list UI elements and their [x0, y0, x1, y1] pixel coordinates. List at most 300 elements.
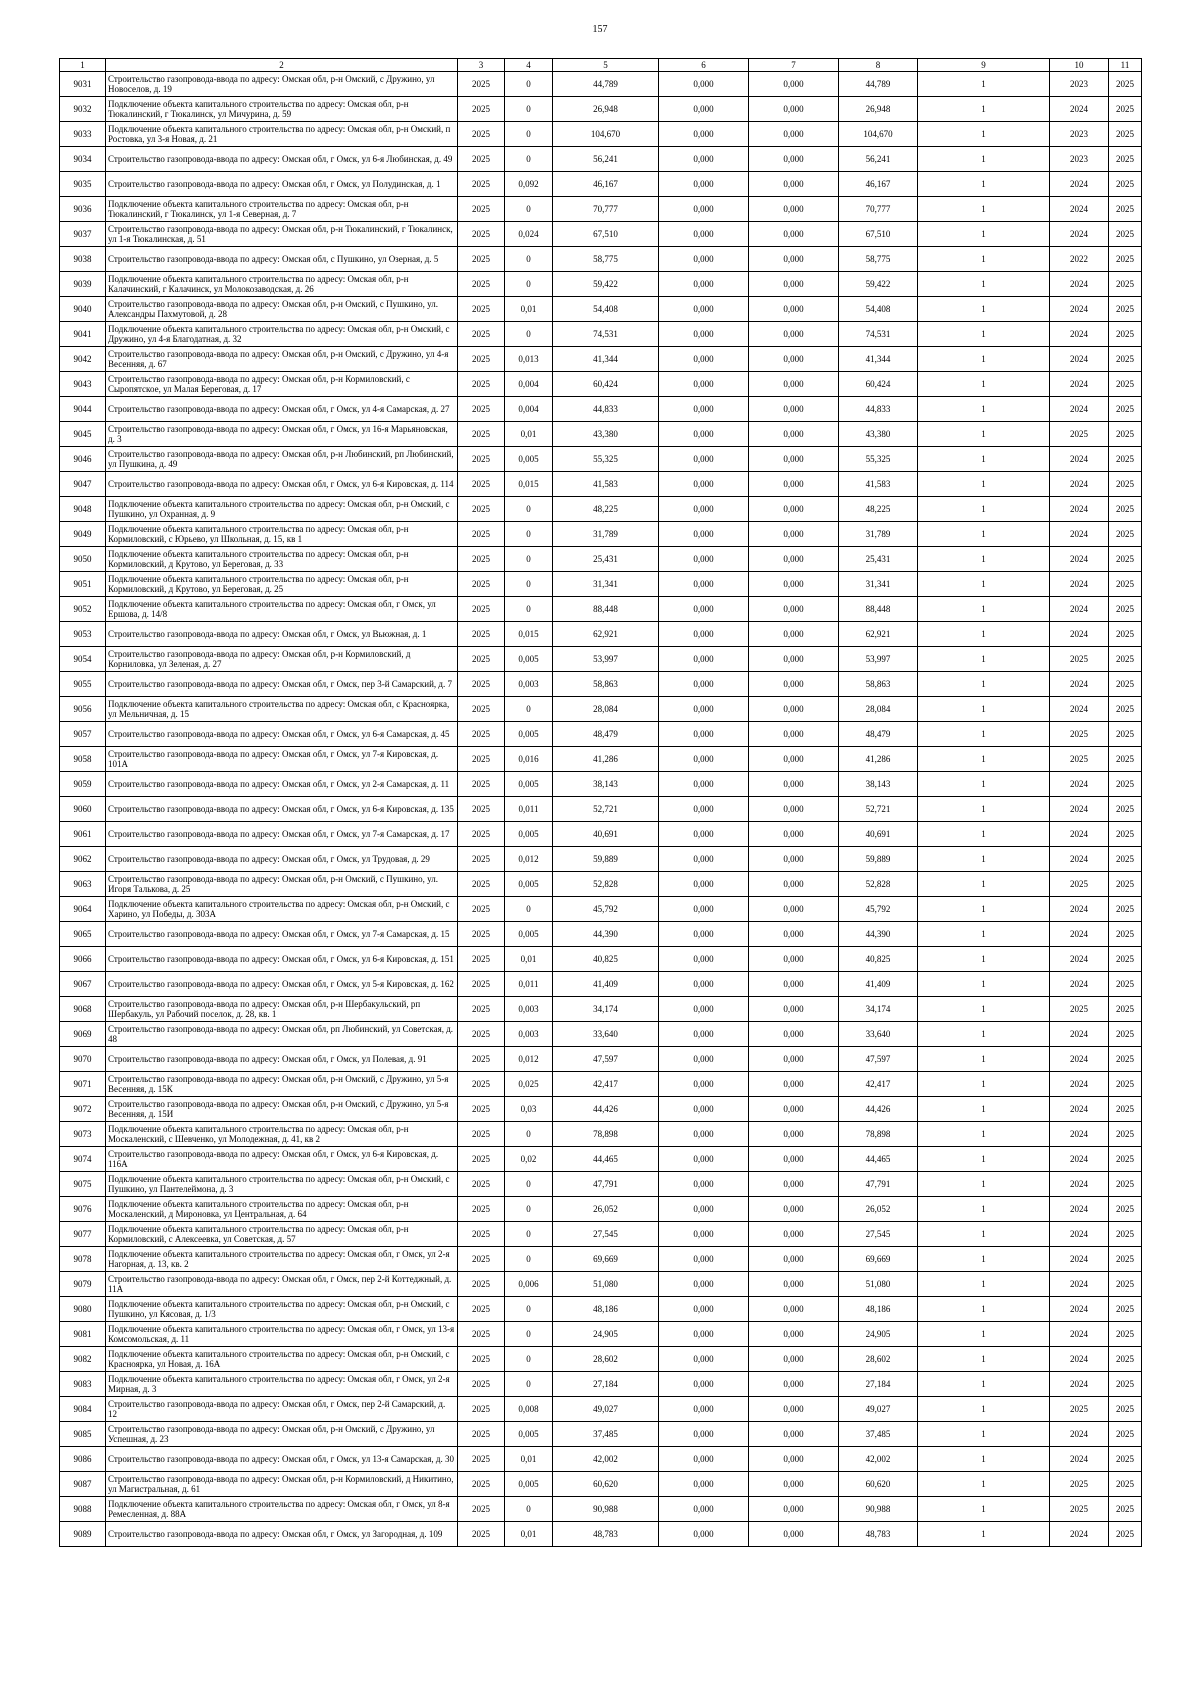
cell-c10: 2024	[1050, 1422, 1109, 1447]
header-row	[60, 59, 1142, 72]
cell-c5: 42,002	[553, 1447, 659, 1472]
cell-c10: 2024	[1050, 172, 1109, 197]
cell-c7: 0,000	[749, 197, 839, 222]
cell-c10: 2024	[1050, 1122, 1109, 1147]
cell-id: 9033	[60, 122, 106, 147]
cell-c4: 0	[505, 547, 553, 572]
cell-c8: 58,775	[839, 247, 918, 272]
cell-desc: Строительство газопровода-ввода по адресу: Омская обл, рп Любинский, ул Советская, д. 48	[106, 1022, 458, 1047]
cell-c6: 0,000	[659, 597, 749, 622]
cell-c9: 1	[918, 1397, 1050, 1422]
cell-c10: 2023	[1050, 122, 1109, 147]
cell-c6: 0,000	[659, 872, 749, 897]
cell-desc: Строительство газопровода-ввода по адресу: Омская обл, г Омск, ул 4-я Самарская, д. 27	[106, 397, 458, 422]
cell-c3: 2025	[458, 1372, 505, 1397]
cell-c5: 40,825	[553, 947, 659, 972]
cell-c10: 2024	[1050, 1197, 1109, 1222]
table-row	[60, 572, 1142, 597]
cell-c8: 25,431	[839, 547, 918, 572]
cell-desc: Подключение объекта капитального строительства по адресу: Омская обл, р-н Омский, с Пушкино, ул Пантелеймона, д. 3	[106, 1172, 458, 1197]
cell-c8: 40,691	[839, 822, 918, 847]
cell-c4: 0,004	[505, 397, 553, 422]
cell-id: 9072	[60, 1097, 106, 1122]
cell-c9: 1	[918, 922, 1050, 947]
cell-c4: 0,016	[505, 747, 553, 772]
cell-c10: 2024	[1050, 1097, 1109, 1122]
cell-c7: 0,000	[749, 997, 839, 1022]
cell-c10: 2024	[1050, 672, 1109, 697]
cell-c6: 0,000	[659, 322, 749, 347]
cell-c5: 49,027	[553, 1397, 659, 1422]
cell-c4: 0,011	[505, 797, 553, 822]
cell-c3: 2025	[458, 1347, 505, 1372]
cell-c10: 2025	[1050, 1497, 1109, 1522]
cell-id: 9065	[60, 922, 106, 947]
cell-c10: 2024	[1050, 772, 1109, 797]
cell-c10: 2024	[1050, 947, 1109, 972]
cell-c7: 0,000	[749, 922, 839, 947]
cell-id: 9073	[60, 1122, 106, 1147]
cell-desc: Подключение объекта капитального строительства по адресу: Омская обл, р-н Кормиловский, с Юрьево, ул Школьная, д. 15, кв 1	[106, 522, 458, 547]
cell-c5: 41,583	[553, 472, 659, 497]
cell-c11: 2025	[1109, 1522, 1142, 1547]
cell-c10: 2024	[1050, 1447, 1109, 1472]
cell-c8: 41,344	[839, 347, 918, 372]
cell-c11: 2025	[1109, 422, 1142, 447]
cell-c7: 0,000	[749, 597, 839, 622]
cell-c11: 2025	[1109, 1222, 1142, 1247]
cell-desc: Строительство газопровода-ввода по адресу: Омская обл, р-н Любинский, рп Любинский, ул Пушкина, д. 49	[106, 447, 458, 472]
cell-c4: 0,02	[505, 1147, 553, 1172]
cell-c8: 45,792	[839, 897, 918, 922]
cell-c9: 1	[918, 1347, 1050, 1372]
cell-c6: 0,000	[659, 697, 749, 722]
cell-c6: 0,000	[659, 372, 749, 397]
column-header-11: 11	[1109, 59, 1142, 72]
cell-c7: 0,000	[749, 972, 839, 997]
cell-c10: 2024	[1050, 347, 1109, 372]
cell-c9: 1	[918, 622, 1050, 647]
cell-c4: 0,005	[505, 1422, 553, 1447]
cell-c11: 2025	[1109, 522, 1142, 547]
cell-c7: 0,000	[749, 822, 839, 847]
cell-c4: 0,015	[505, 622, 553, 647]
cell-c7: 0,000	[749, 447, 839, 472]
cell-c10: 2024	[1050, 1297, 1109, 1322]
cell-c6: 0,000	[659, 222, 749, 247]
cell-c6: 0,000	[659, 1322, 749, 1347]
cell-c5: 44,833	[553, 397, 659, 422]
cell-c5: 90,988	[553, 1497, 659, 1522]
table-row	[60, 872, 1142, 897]
cell-c3: 2025	[458, 1472, 505, 1497]
cell-c11: 2025	[1109, 797, 1142, 822]
table-row	[60, 1297, 1142, 1322]
cell-c6: 0,000	[659, 1222, 749, 1247]
table-row	[60, 122, 1142, 147]
cell-desc: Подключение объекта капитального строительства по адресу: Омская обл, г Омск, ул 8-я Ремесленная, д. 88А	[106, 1497, 458, 1522]
cell-c3: 2025	[458, 1397, 505, 1422]
cell-c3: 2025	[458, 1522, 505, 1547]
cell-c4: 0	[505, 1372, 553, 1397]
cell-c4: 0	[505, 1222, 553, 1247]
cell-c11: 2025	[1109, 247, 1142, 272]
cell-c11: 2025	[1109, 1097, 1142, 1122]
cell-c11: 2025	[1109, 672, 1142, 697]
cell-c4: 0,012	[505, 1047, 553, 1072]
cell-c8: 38,143	[839, 772, 918, 797]
cell-c4: 0	[505, 322, 553, 347]
column-header-3: 3	[458, 59, 505, 72]
cell-c10: 2025	[1050, 997, 1109, 1022]
cell-c6: 0,000	[659, 247, 749, 272]
table-row	[60, 822, 1142, 847]
cell-desc: Подключение объекта капитального строительства по адресу: Омская обл, г Омск, ул 2-я Мирная, д. 3	[106, 1372, 458, 1397]
cell-c8: 44,465	[839, 1147, 918, 1172]
table-row	[60, 1422, 1142, 1447]
cell-c11: 2025	[1109, 972, 1142, 997]
cell-c9: 1	[918, 1022, 1050, 1047]
cell-c3: 2025	[458, 1247, 505, 1272]
cell-c5: 53,997	[553, 647, 659, 672]
cell-c9: 1	[918, 297, 1050, 322]
cell-c7: 0,000	[749, 297, 839, 322]
cell-c6: 0,000	[659, 147, 749, 172]
cell-c6: 0,000	[659, 1072, 749, 1097]
cell-desc: Подключение объекта капитального строительства по адресу: Омская обл, г Омск, ул Ершова, д. 14/8	[106, 597, 458, 622]
cell-c4: 0	[505, 72, 553, 97]
column-header-7: 7	[749, 59, 839, 72]
table-row	[60, 72, 1142, 97]
cell-c11: 2025	[1109, 472, 1142, 497]
cell-c3: 2025	[458, 122, 505, 147]
cell-c7: 0,000	[749, 572, 839, 597]
cell-c7: 0,000	[749, 1397, 839, 1422]
cell-c10: 2024	[1050, 522, 1109, 547]
cell-c6: 0,000	[659, 797, 749, 822]
cell-desc: Подключение объекта капитального строительства по адресу: Омская обл, р-н Кормиловский, д Крутово, ул Береговая, д. 33	[106, 547, 458, 572]
cell-id: 9059	[60, 772, 106, 797]
cell-c4: 0	[505, 522, 553, 547]
cell-c8: 55,325	[839, 447, 918, 472]
cell-c10: 2024	[1050, 922, 1109, 947]
cell-id: 9067	[60, 972, 106, 997]
cell-c7: 0,000	[749, 1122, 839, 1147]
cell-c8: 48,186	[839, 1297, 918, 1322]
cell-c3: 2025	[458, 1497, 505, 1522]
column-header-4: 4	[505, 59, 553, 72]
cell-c3: 2025	[458, 1297, 505, 1322]
column-header-1: 1	[60, 59, 106, 72]
cell-c5: 33,640	[553, 1022, 659, 1047]
cell-c6: 0,000	[659, 947, 749, 972]
cell-c6: 0,000	[659, 1522, 749, 1547]
cell-c6: 0,000	[659, 922, 749, 947]
cell-c3: 2025	[458, 522, 505, 547]
cell-c6: 0,000	[659, 1347, 749, 1372]
table-row	[60, 447, 1142, 472]
cell-desc: Подключение объекта капитального строительства по адресу: Омская обл, г Омск, ул 13-я Комсомольская, д. 11	[106, 1322, 458, 1347]
cell-c3: 2025	[458, 1422, 505, 1447]
cell-c5: 28,084	[553, 697, 659, 722]
cell-c6: 0,000	[659, 647, 749, 672]
cell-c4: 0,013	[505, 347, 553, 372]
cell-id: 9034	[60, 147, 106, 172]
cell-c8: 51,080	[839, 1272, 918, 1297]
cell-c9: 1	[918, 422, 1050, 447]
cell-c4: 0,005	[505, 722, 553, 747]
cell-c11: 2025	[1109, 222, 1142, 247]
cell-c7: 0,000	[749, 1322, 839, 1347]
cell-c11: 2025	[1109, 1122, 1142, 1147]
cell-c11: 2025	[1109, 1322, 1142, 1347]
cell-c4: 0	[505, 1297, 553, 1322]
cell-c6: 0,000	[659, 997, 749, 1022]
cell-c6: 0,000	[659, 1297, 749, 1322]
table-row	[60, 197, 1142, 222]
cell-desc: Строительство газопровода-ввода по адресу: Омская обл, г Омск, ул Вьюжная, д. 1	[106, 622, 458, 647]
cell-c8: 47,791	[839, 1172, 918, 1197]
table-row	[60, 747, 1142, 772]
cell-c3: 2025	[458, 872, 505, 897]
cell-c8: 74,531	[839, 322, 918, 347]
cell-c10: 2024	[1050, 272, 1109, 297]
cell-c7: 0,000	[749, 1272, 839, 1297]
cell-id: 9083	[60, 1372, 106, 1397]
cell-id: 9088	[60, 1497, 106, 1522]
cell-c5: 58,775	[553, 247, 659, 272]
table-row	[60, 322, 1142, 347]
table-row	[60, 1247, 1142, 1272]
cell-id: 9042	[60, 347, 106, 372]
cell-desc: Строительство газопровода-ввода по адресу: Омская обл, с Пушкино, ул Озерная, д. 5	[106, 247, 458, 272]
page-number: 157	[592, 24, 608, 35]
cell-c11: 2025	[1109, 872, 1142, 897]
cell-c5: 27,184	[553, 1372, 659, 1397]
table-row	[60, 472, 1142, 497]
cell-c7: 0,000	[749, 1072, 839, 1097]
cell-c5: 41,409	[553, 972, 659, 997]
cell-c10: 2024	[1050, 1372, 1109, 1397]
cell-c7: 0,000	[749, 522, 839, 547]
cell-c9: 1	[918, 972, 1050, 997]
cell-c7: 0,000	[749, 1047, 839, 1072]
cell-c8: 48,225	[839, 497, 918, 522]
cell-c9: 1	[918, 897, 1050, 922]
cell-c7: 0,000	[749, 697, 839, 722]
cell-c5: 44,426	[553, 1097, 659, 1122]
cell-c8: 41,583	[839, 472, 918, 497]
cell-id: 9071	[60, 1072, 106, 1097]
cell-desc: Строительство газопровода-ввода по адресу: Омская обл, г Омск, ул Трудовая, д. 29	[106, 847, 458, 872]
cell-c7: 0,000	[749, 322, 839, 347]
cell-c5: 62,921	[553, 622, 659, 647]
cell-c8: 48,783	[839, 1522, 918, 1547]
cell-c5: 41,286	[553, 747, 659, 772]
cell-c11: 2025	[1109, 822, 1142, 847]
cell-c9: 1	[918, 997, 1050, 1022]
column-header-9: 9	[918, 59, 1050, 72]
cell-c3: 2025	[458, 1147, 505, 1172]
cell-c10: 2024	[1050, 847, 1109, 872]
table-row	[60, 597, 1142, 622]
cell-c10: 2024	[1050, 1247, 1109, 1272]
cell-c3: 2025	[458, 597, 505, 622]
cell-id: 9058	[60, 747, 106, 772]
cell-c11: 2025	[1109, 1372, 1142, 1397]
cell-c7: 0,000	[749, 1222, 839, 1247]
cell-id: 9038	[60, 247, 106, 272]
cell-c3: 2025	[458, 1222, 505, 1247]
cell-c4: 0	[505, 1347, 553, 1372]
cell-id: 9037	[60, 222, 106, 247]
cell-c8: 49,027	[839, 1397, 918, 1422]
cell-c6: 0,000	[659, 522, 749, 547]
cell-desc: Строительство газопровода-ввода по адресу: Омская обл, г Омск, ул 5-я Кировская, д. 162	[106, 972, 458, 997]
cell-c8: 28,084	[839, 697, 918, 722]
cell-c11: 2025	[1109, 172, 1142, 197]
cell-desc: Подключение объекта капитального строительства по адресу: Омская обл, г Омск, ул 2-я Нагорная, д. 13, кв. 2	[106, 1247, 458, 1272]
cell-c10: 2024	[1050, 1172, 1109, 1197]
cell-c11: 2025	[1109, 322, 1142, 347]
cell-c5: 44,390	[553, 922, 659, 947]
cell-c9: 1	[918, 672, 1050, 697]
cell-c4: 0,092	[505, 172, 553, 197]
cell-c8: 78,898	[839, 1122, 918, 1147]
cell-c9: 1	[918, 472, 1050, 497]
cell-id: 9047	[60, 472, 106, 497]
cell-c5: 56,241	[553, 147, 659, 172]
cell-c10: 2025	[1050, 422, 1109, 447]
cell-c9: 1	[918, 697, 1050, 722]
cell-c9: 1	[918, 522, 1050, 547]
cell-c10: 2024	[1050, 97, 1109, 122]
table-row	[60, 772, 1142, 797]
cell-id: 9061	[60, 822, 106, 847]
cell-c3: 2025	[458, 1272, 505, 1297]
cell-c6: 0,000	[659, 347, 749, 372]
cell-c5: 59,889	[553, 847, 659, 872]
cell-c5: 54,408	[553, 297, 659, 322]
table-row	[60, 372, 1142, 397]
cell-id: 9044	[60, 397, 106, 422]
cell-id: 9085	[60, 1422, 106, 1447]
cell-desc: Строительство газопровода-ввода по адресу: Омская обл, р-н Омский, с Дружино, ул 4-я Весенняя, д. 67	[106, 347, 458, 372]
cell-c6: 0,000	[659, 547, 749, 572]
cell-c8: 44,426	[839, 1097, 918, 1122]
cell-c7: 0,000	[749, 1297, 839, 1322]
cell-c10: 2024	[1050, 222, 1109, 247]
cell-c5: 47,597	[553, 1047, 659, 1072]
cell-c6: 0,000	[659, 722, 749, 747]
cell-c9: 1	[918, 797, 1050, 822]
cell-c7: 0,000	[749, 1097, 839, 1122]
cell-c3: 2025	[458, 397, 505, 422]
cell-id: 9060	[60, 797, 106, 822]
cell-c9: 1	[918, 597, 1050, 622]
cell-c10: 2024	[1050, 1147, 1109, 1172]
cell-c11: 2025	[1109, 347, 1142, 372]
cell-c8: 70,777	[839, 197, 918, 222]
table-row	[60, 147, 1142, 172]
cell-c8: 34,174	[839, 997, 918, 1022]
cell-c9: 1	[918, 122, 1050, 147]
cell-id: 9084	[60, 1397, 106, 1422]
table-row	[60, 722, 1142, 747]
cell-c11: 2025	[1109, 1497, 1142, 1522]
table-row	[60, 297, 1142, 322]
cell-c8: 44,789	[839, 72, 918, 97]
cell-c11: 2025	[1109, 1472, 1142, 1497]
cell-c10: 2024	[1050, 1222, 1109, 1247]
cell-c9: 1	[918, 147, 1050, 172]
cell-id: 9066	[60, 947, 106, 972]
cell-c9: 1	[918, 1122, 1050, 1147]
cell-c6: 0,000	[659, 297, 749, 322]
cell-id: 9049	[60, 522, 106, 547]
cell-c6: 0,000	[659, 1272, 749, 1297]
cell-desc: Подключение объекта капитального строительства по адресу: Омская обл, р-н Кормиловский, д Крутово, ул Береговая, д. 25	[106, 572, 458, 597]
cell-c4: 0,024	[505, 222, 553, 247]
cell-c9: 1	[918, 1522, 1050, 1547]
cell-desc: Строительство газопровода-ввода по адресу: Омская обл, р-н Кормиловский, д Корниловка, ул Зеленая, д. 27	[106, 647, 458, 672]
cell-c6: 0,000	[659, 1447, 749, 1472]
cell-c8: 37,485	[839, 1422, 918, 1447]
cell-c4: 0,005	[505, 922, 553, 947]
table-row	[60, 1472, 1142, 1497]
cell-c3: 2025	[458, 672, 505, 697]
cell-c10: 2024	[1050, 472, 1109, 497]
cell-id: 9079	[60, 1272, 106, 1297]
cell-c5: 52,721	[553, 797, 659, 822]
cell-c9: 1	[918, 647, 1050, 672]
cell-c7: 0,000	[749, 1147, 839, 1172]
cell-c3: 2025	[458, 1022, 505, 1047]
cell-id: 9041	[60, 322, 106, 347]
cell-c5: 60,620	[553, 1472, 659, 1497]
table-row	[60, 1172, 1142, 1197]
cell-c4: 0,01	[505, 1522, 553, 1547]
cell-c7: 0,000	[749, 422, 839, 447]
cell-c7: 0,000	[749, 722, 839, 747]
cell-c10: 2025	[1050, 747, 1109, 772]
cell-c10: 2024	[1050, 797, 1109, 822]
table-row	[60, 847, 1142, 872]
cell-id: 9055	[60, 672, 106, 697]
cell-c4: 0,012	[505, 847, 553, 872]
cell-desc: Подключение объекта капитального строительства по адресу: Омская обл, р-н Омский, с Дружино, ул 4-я Благодатная, д. 32	[106, 322, 458, 347]
cell-c6: 0,000	[659, 672, 749, 697]
cell-c7: 0,000	[749, 372, 839, 397]
cell-c6: 0,000	[659, 197, 749, 222]
cell-c9: 1	[918, 322, 1050, 347]
cell-c7: 0,000	[749, 1472, 839, 1497]
cell-c10: 2025	[1050, 722, 1109, 747]
cell-c6: 0,000	[659, 1097, 749, 1122]
cell-c7: 0,000	[749, 1347, 839, 1372]
cell-c5: 43,380	[553, 422, 659, 447]
cell-c10: 2024	[1050, 697, 1109, 722]
cell-c8: 24,905	[839, 1322, 918, 1347]
cell-c3: 2025	[458, 422, 505, 447]
cell-id: 9064	[60, 897, 106, 922]
cell-c9: 1	[918, 772, 1050, 797]
table-row	[60, 897, 1142, 922]
cell-id: 9062	[60, 847, 106, 872]
cell-c8: 88,448	[839, 597, 918, 622]
cell-c11: 2025	[1109, 72, 1142, 97]
table-row	[60, 247, 1142, 272]
